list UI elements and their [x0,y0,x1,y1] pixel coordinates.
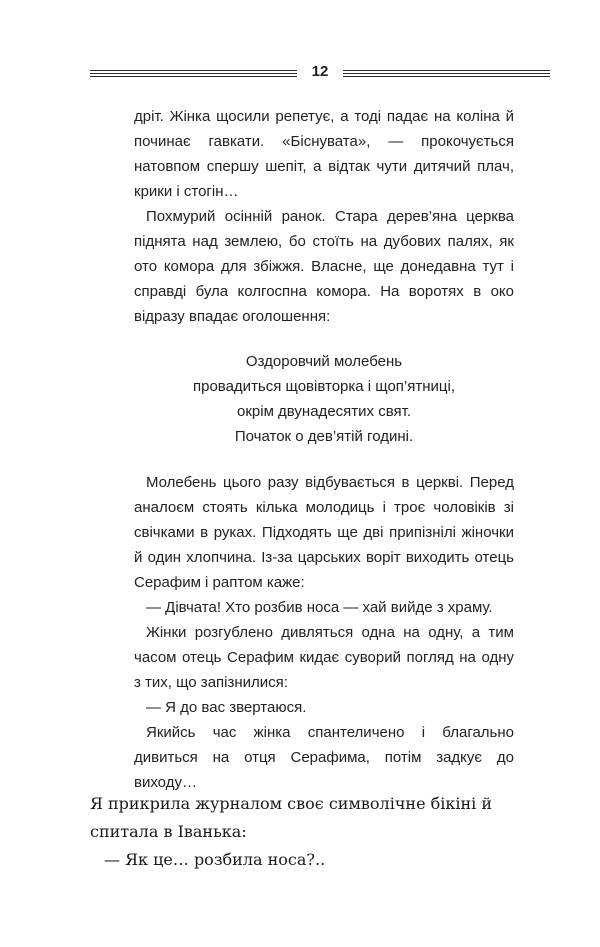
page-number: 12 [311,63,329,80]
quoted-excerpt [134,104,514,795]
excerpt-paragraph: Молебень цього разу відбувається в церкві. Перед аналоєм стоять кілька молодиць і троє чоловіків зі свічками в руках. Підходять ще дві припізнілі жіночки й один хлопчина. Із-за царських воріт виходить отець Серафим і раптом каже: [134,474,514,591]
excerpt-paragraph: — Дівчата! Хто розбив носа — хай вийде з храму. [146,599,493,616]
header-rule-left [90,70,297,71]
excerpt-paragraph: Похмурий осінній ранок. Стара дерев’яна церква піднята над землею, бо стоїть на дубових палях, як ото комора для збіжжя. Власне, ще донедавна тут і справді була колгоспна комора. На воротях в око відразу впадає оголошення: [134,208,514,325]
notice-line: провадиться щовівторка і щоп’ятниці, [192,378,456,395]
excerpt-paragraph: Якийсь час жінка спантеличено і благально дивиться на отця Серафима, потім задкує до виходу… [134,724,514,791]
excerpt-paragraph: дріт. Жінка щосили репетує, а тоді падає на коліна й починає гавкати. «Біснувата», — прокочується натовпом спершу шепіт, а відтак чути дитячий плач, крики і стогін… [134,108,514,200]
notice-line: окрім двунадесятих свят. [236,403,411,420]
main-paragraph: — Як це… розбила носа?.. [104,850,326,869]
notice-line: Оздоровчий молебень [245,353,403,370]
main-paragraph: Я прикрила журналом своє символічне бікіні й спитала в Іванька: [90,794,493,841]
notice-line: Початок о дев’ятій годині. [234,428,414,445]
page-header [90,62,550,86]
church-notice [134,349,514,449]
excerpt-paragraph: — Я до вас звертаюся. [146,699,307,716]
header-rule-right [343,70,550,71]
main-text [90,790,550,874]
excerpt-paragraph: Жінки розгублено дивляться одна на одну, а тим часом отець Серафим кидає суворий погляд на одну з тих, що запізнилися: [134,624,514,691]
